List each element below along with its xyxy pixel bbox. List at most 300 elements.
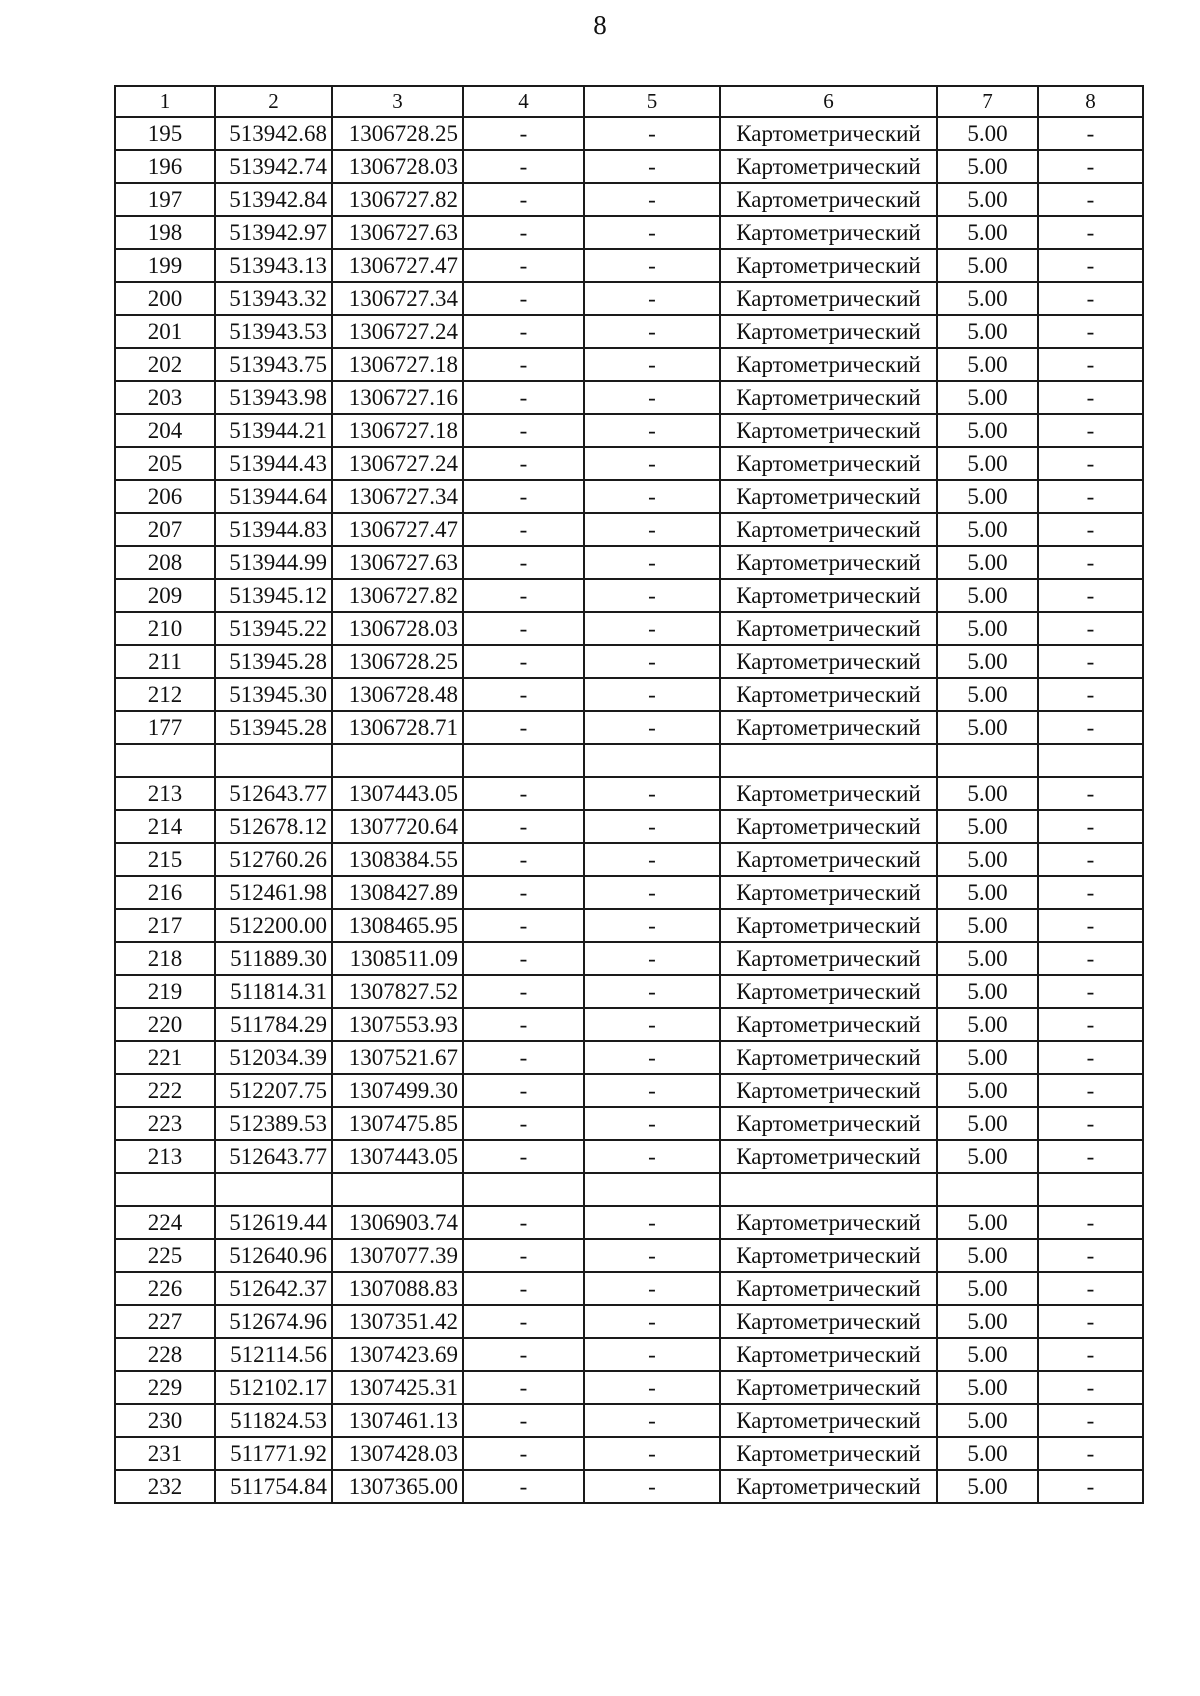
cell-method: Картометрический — [720, 1371, 937, 1404]
cell-coord-x: 512642.37 — [215, 1272, 332, 1305]
cell-col-4: - — [463, 678, 584, 711]
cell-coord-y: 1306727.24 — [332, 447, 463, 480]
cell-col-5: - — [584, 1338, 720, 1371]
table-body — [115, 117, 1143, 1503]
cell-method: Картометрический — [720, 777, 937, 810]
cell-coord-x: 513943.75 — [215, 348, 332, 381]
cell-coord-x: 512034.39 — [215, 1041, 332, 1074]
cell-accuracy: 5.00 — [937, 1041, 1038, 1074]
cell-coord-x: 513943.32 — [215, 282, 332, 315]
cell-coord-y: 1306903.74 — [332, 1206, 463, 1239]
table-row — [115, 1239, 1143, 1272]
cell-col-5: - — [584, 513, 720, 546]
cell-coord-y: 1306727.47 — [332, 249, 463, 282]
cell-col-4: - — [463, 117, 584, 150]
cell-method: Картометрический — [720, 216, 937, 249]
cell-col-4: - — [463, 183, 584, 216]
cell-coord-y: 1306727.82 — [332, 579, 463, 612]
cell-point-number: 197 — [115, 183, 215, 216]
cell-col-4: - — [463, 810, 584, 843]
cell-coord-x: 512678.12 — [215, 810, 332, 843]
cell-col-8: - — [1038, 1338, 1143, 1371]
table-row — [115, 744, 1143, 777]
cell-col-8: - — [1038, 1272, 1143, 1305]
cell-coord-x: 513945.22 — [215, 612, 332, 645]
cell-col-5: - — [584, 777, 720, 810]
cell-accuracy: 5.00 — [937, 315, 1038, 348]
cell-method: Картометрический — [720, 117, 937, 150]
cell-col-5: - — [584, 282, 720, 315]
cell-accuracy: 5.00 — [937, 282, 1038, 315]
cell-accuracy — [937, 744, 1038, 777]
cell-method — [720, 1173, 937, 1206]
cell-coord-x: 512461.98 — [215, 876, 332, 909]
cell-col-4 — [463, 744, 584, 777]
cell-point-number: 222 — [115, 1074, 215, 1107]
cell-col-5: - — [584, 1437, 720, 1470]
cell-col-5: - — [584, 909, 720, 942]
table-row — [115, 414, 1143, 447]
cell-col-8: - — [1038, 348, 1143, 381]
cell-accuracy: 5.00 — [937, 546, 1038, 579]
cell-accuracy: 5.00 — [937, 1404, 1038, 1437]
cell-col-4: - — [463, 975, 584, 1008]
cell-coord-y: 1306727.63 — [332, 216, 463, 249]
column-header-1: 1 — [115, 86, 215, 117]
table-row — [115, 777, 1143, 810]
cell-accuracy: 5.00 — [937, 1206, 1038, 1239]
cell-method: Картометрический — [720, 810, 937, 843]
cell-col-4: - — [463, 513, 584, 546]
cell-col-5 — [584, 744, 720, 777]
cell-col-8: - — [1038, 315, 1143, 348]
cell-col-8: - — [1038, 711, 1143, 744]
cell-col-8: - — [1038, 414, 1143, 447]
cell-coord-y: 1307720.64 — [332, 810, 463, 843]
table-row — [115, 1404, 1143, 1437]
cell-method: Картометрический — [720, 843, 937, 876]
cell-coord-x: 512643.77 — [215, 1140, 332, 1173]
cell-col-8 — [1038, 1173, 1143, 1206]
cell-method: Картометрический — [720, 546, 937, 579]
cell-col-5: - — [584, 381, 720, 414]
cell-point-number: 219 — [115, 975, 215, 1008]
cell-coord-y: 1307521.67 — [332, 1041, 463, 1074]
cell-accuracy: 5.00 — [937, 777, 1038, 810]
cell-coord-x: 512643.77 — [215, 777, 332, 810]
cell-point-number: 228 — [115, 1338, 215, 1371]
cell-coord-x: 512619.44 — [215, 1206, 332, 1239]
cell-coord-y: 1308384.55 — [332, 843, 463, 876]
cell-coord-x: 511824.53 — [215, 1404, 332, 1437]
cell-coord-x: 513945.30 — [215, 678, 332, 711]
cell-col-8: - — [1038, 183, 1143, 216]
cell-point-number — [115, 1173, 215, 1206]
cell-col-5: - — [584, 117, 720, 150]
coordinates-table — [114, 85, 1144, 1504]
cell-method: Картометрический — [720, 315, 937, 348]
cell-accuracy: 5.00 — [937, 843, 1038, 876]
cell-coord-x: 513942.97 — [215, 216, 332, 249]
cell-accuracy: 5.00 — [937, 1140, 1038, 1173]
cell-col-4: - — [463, 282, 584, 315]
cell-coord-y: 1307443.05 — [332, 777, 463, 810]
cell-coord-x: 511771.92 — [215, 1437, 332, 1470]
table-row — [115, 1272, 1143, 1305]
cell-col-4: - — [463, 1371, 584, 1404]
cell-col-5: - — [584, 1404, 720, 1437]
cell-col-4: - — [463, 876, 584, 909]
cell-col-5: - — [584, 216, 720, 249]
cell-point-number: 205 — [115, 447, 215, 480]
cell-point-number: 210 — [115, 612, 215, 645]
cell-col-4: - — [463, 249, 584, 282]
cell-point-number: 204 — [115, 414, 215, 447]
table-row — [115, 810, 1143, 843]
cell-point-number: 209 — [115, 579, 215, 612]
cell-method: Картометрический — [720, 381, 937, 414]
table-row — [115, 678, 1143, 711]
cell-col-8: - — [1038, 1239, 1143, 1272]
cell-point-number: 199 — [115, 249, 215, 282]
cell-coord-y: 1308511.09 — [332, 942, 463, 975]
table-row — [115, 579, 1143, 612]
table-row — [115, 249, 1143, 282]
cell-col-5: - — [584, 1206, 720, 1239]
cell-col-5: - — [584, 942, 720, 975]
cell-point-number: 195 — [115, 117, 215, 150]
cell-method: Картометрический — [720, 1008, 937, 1041]
cell-coord-x: 512674.96 — [215, 1305, 332, 1338]
cell-point-number: 227 — [115, 1305, 215, 1338]
cell-point-number: 198 — [115, 216, 215, 249]
cell-accuracy: 5.00 — [937, 1305, 1038, 1338]
cell-col-5: - — [584, 612, 720, 645]
table-row — [115, 975, 1143, 1008]
cell-method: Картометрический — [720, 579, 937, 612]
cell-col-5: - — [584, 480, 720, 513]
cell-coord-y: 1306728.03 — [332, 612, 463, 645]
cell-col-4: - — [463, 216, 584, 249]
cell-col-8: - — [1038, 117, 1143, 150]
table-row — [115, 447, 1143, 480]
cell-method: Картометрический — [720, 1305, 937, 1338]
cell-col-5: - — [584, 1008, 720, 1041]
table-row — [115, 546, 1143, 579]
cell-col-4: - — [463, 1272, 584, 1305]
cell-coord-y: 1307827.52 — [332, 975, 463, 1008]
cell-method: Картометрический — [720, 612, 937, 645]
cell-point-number: 220 — [115, 1008, 215, 1041]
cell-point-number: 224 — [115, 1206, 215, 1239]
cell-coord-y: 1307423.69 — [332, 1338, 463, 1371]
cell-accuracy: 5.00 — [937, 678, 1038, 711]
cell-coord-y: 1306728.71 — [332, 711, 463, 744]
cell-point-number: 208 — [115, 546, 215, 579]
column-header-7: 7 — [937, 86, 1038, 117]
cell-col-5: - — [584, 315, 720, 348]
table-row — [115, 216, 1143, 249]
cell-col-5: - — [584, 1305, 720, 1338]
cell-coord-x: 513944.21 — [215, 414, 332, 447]
cell-point-number: 211 — [115, 645, 215, 678]
cell-method: Картометрический — [720, 1206, 937, 1239]
cell-point-number: 217 — [115, 909, 215, 942]
cell-col-8: - — [1038, 909, 1143, 942]
cell-accuracy: 5.00 — [937, 348, 1038, 381]
cell-col-4: - — [463, 1338, 584, 1371]
cell-col-8: - — [1038, 579, 1143, 612]
cell-coord-y: 1306727.47 — [332, 513, 463, 546]
cell-coord-x: 513944.43 — [215, 447, 332, 480]
cell-col-4: - — [463, 777, 584, 810]
cell-coord-y: 1306727.34 — [332, 282, 463, 315]
cell-accuracy: 5.00 — [937, 612, 1038, 645]
cell-coord-x: 511814.31 — [215, 975, 332, 1008]
cell-method: Картометрический — [720, 1437, 937, 1470]
cell-method — [720, 744, 937, 777]
cell-col-4: - — [463, 1008, 584, 1041]
column-header-4: 4 — [463, 86, 584, 117]
cell-col-5: - — [584, 810, 720, 843]
cell-coord-y: 1306727.18 — [332, 348, 463, 381]
cell-accuracy: 5.00 — [937, 216, 1038, 249]
cell-coord-y: 1307475.85 — [332, 1107, 463, 1140]
cell-accuracy: 5.00 — [937, 1338, 1038, 1371]
cell-coord-y: 1306727.18 — [332, 414, 463, 447]
cell-accuracy: 5.00 — [937, 1074, 1038, 1107]
cell-method: Картометрический — [720, 1338, 937, 1371]
cell-col-8: - — [1038, 1470, 1143, 1503]
table-row — [115, 909, 1143, 942]
table-row — [115, 183, 1143, 216]
column-header-6: 6 — [720, 86, 937, 117]
cell-point-number: 206 — [115, 480, 215, 513]
cell-col-8: - — [1038, 1107, 1143, 1140]
cell-coord-x: 512207.75 — [215, 1074, 332, 1107]
table-row — [115, 480, 1143, 513]
cell-accuracy: 5.00 — [937, 579, 1038, 612]
cell-col-8: - — [1038, 1371, 1143, 1404]
cell-col-4: - — [463, 1239, 584, 1272]
cell-coord-y: 1306727.16 — [332, 381, 463, 414]
cell-col-8: - — [1038, 513, 1143, 546]
cell-col-5: - — [584, 579, 720, 612]
cell-col-8: - — [1038, 975, 1143, 1008]
cell-coord-x: 511754.84 — [215, 1470, 332, 1503]
table-row — [115, 1140, 1143, 1173]
cell-coord-y: 1307428.03 — [332, 1437, 463, 1470]
cell-col-4: - — [463, 1470, 584, 1503]
cell-point-number: 223 — [115, 1107, 215, 1140]
cell-col-8: - — [1038, 1140, 1143, 1173]
cell-method: Картометрический — [720, 1239, 937, 1272]
cell-accuracy: 5.00 — [937, 810, 1038, 843]
cell-coord-x: 512200.00 — [215, 909, 332, 942]
table-row — [115, 612, 1143, 645]
cell-accuracy: 5.00 — [937, 249, 1038, 282]
table-row — [115, 1107, 1143, 1140]
cell-method: Картометрический — [720, 447, 937, 480]
cell-method: Картометрический — [720, 183, 937, 216]
cell-coord-y: 1308465.95 — [332, 909, 463, 942]
cell-method: Картометрический — [720, 1074, 937, 1107]
cell-coord-y: 1307499.30 — [332, 1074, 463, 1107]
cell-point-number: 212 — [115, 678, 215, 711]
cell-col-8: - — [1038, 1008, 1143, 1041]
cell-coord-x: 513943.53 — [215, 315, 332, 348]
cell-coord-x: 513945.12 — [215, 579, 332, 612]
cell-accuracy: 5.00 — [937, 1470, 1038, 1503]
table-row — [115, 117, 1143, 150]
cell-col-4: - — [463, 645, 584, 678]
table-row — [115, 513, 1143, 546]
cell-accuracy: 5.00 — [937, 414, 1038, 447]
cell-coord-y: 1307553.93 — [332, 1008, 463, 1041]
cell-col-4: - — [463, 1206, 584, 1239]
table-row — [115, 1338, 1143, 1371]
cell-coord-y: 1306728.03 — [332, 150, 463, 183]
cell-accuracy: 5.00 — [937, 975, 1038, 1008]
cell-coord-x: 512102.17 — [215, 1371, 332, 1404]
cell-accuracy: 5.00 — [937, 1008, 1038, 1041]
cell-coord-y: 1306727.34 — [332, 480, 463, 513]
cell-method: Картометрический — [720, 711, 937, 744]
cell-col-4: - — [463, 1041, 584, 1074]
cell-accuracy: 5.00 — [937, 645, 1038, 678]
cell-point-number: 215 — [115, 843, 215, 876]
cell-col-5: - — [584, 1239, 720, 1272]
cell-col-4 — [463, 1173, 584, 1206]
cell-coord-x: 513942.84 — [215, 183, 332, 216]
cell-col-5: - — [584, 546, 720, 579]
cell-coord-y — [332, 1173, 463, 1206]
cell-accuracy: 5.00 — [937, 183, 1038, 216]
cell-method: Картометрический — [720, 975, 937, 1008]
cell-method: Картометрический — [720, 876, 937, 909]
cell-accuracy: 5.00 — [937, 1239, 1038, 1272]
cell-col-8: - — [1038, 843, 1143, 876]
cell-col-5: - — [584, 183, 720, 216]
cell-col-4: - — [463, 150, 584, 183]
cell-coord-y: 1307077.39 — [332, 1239, 463, 1272]
cell-coord-x: 513944.64 — [215, 480, 332, 513]
cell-col-4: - — [463, 414, 584, 447]
cell-col-8: - — [1038, 282, 1143, 315]
cell-col-5: - — [584, 876, 720, 909]
cell-method: Картометрический — [720, 909, 937, 942]
cell-method: Картометрический — [720, 513, 937, 546]
cell-coord-x: 512114.56 — [215, 1338, 332, 1371]
cell-coord-y: 1306728.25 — [332, 645, 463, 678]
cell-accuracy: 5.00 — [937, 480, 1038, 513]
table-row — [115, 1041, 1143, 1074]
cell-point-number: 230 — [115, 1404, 215, 1437]
column-header-5: 5 — [584, 86, 720, 117]
table-row — [115, 1305, 1143, 1338]
cell-point-number: 216 — [115, 876, 215, 909]
cell-coord-x: 513944.83 — [215, 513, 332, 546]
cell-col-4: - — [463, 381, 584, 414]
cell-accuracy: 5.00 — [937, 711, 1038, 744]
cell-coord-x — [215, 1173, 332, 1206]
cell-point-number: 214 — [115, 810, 215, 843]
cell-col-5: - — [584, 843, 720, 876]
cell-col-8: - — [1038, 216, 1143, 249]
cell-col-5: - — [584, 150, 720, 183]
cell-col-5: - — [584, 1371, 720, 1404]
cell-col-5: - — [584, 1470, 720, 1503]
cell-col-5: - — [584, 348, 720, 381]
table-row — [115, 1074, 1143, 1107]
table-row — [115, 282, 1143, 315]
table-row — [115, 843, 1143, 876]
cell-col-4: - — [463, 315, 584, 348]
cell-accuracy: 5.00 — [937, 1371, 1038, 1404]
cell-col-5: - — [584, 678, 720, 711]
cell-accuracy: 5.00 — [937, 1272, 1038, 1305]
cell-col-5: - — [584, 1107, 720, 1140]
cell-col-4: - — [463, 843, 584, 876]
cell-point-number: 229 — [115, 1371, 215, 1404]
cell-method: Картометрический — [720, 348, 937, 381]
column-header-3: 3 — [332, 86, 463, 117]
cell-coord-y: 1307443.05 — [332, 1140, 463, 1173]
table-row — [115, 876, 1143, 909]
cell-accuracy: 5.00 — [937, 909, 1038, 942]
table-row — [115, 315, 1143, 348]
cell-col-5: - — [584, 975, 720, 1008]
cell-col-4: - — [463, 447, 584, 480]
table-row — [115, 1470, 1143, 1503]
table-row — [115, 942, 1143, 975]
cell-point-number: 221 — [115, 1041, 215, 1074]
cell-col-8: - — [1038, 876, 1143, 909]
cell-col-8: - — [1038, 249, 1143, 282]
cell-method: Картометрический — [720, 282, 937, 315]
table-row — [115, 1173, 1143, 1206]
cell-col-8: - — [1038, 480, 1143, 513]
cell-coord-y: 1306727.63 — [332, 546, 463, 579]
cell-accuracy: 5.00 — [937, 447, 1038, 480]
cell-method: Картометрический — [720, 1272, 937, 1305]
cell-method: Картометрический — [720, 1107, 937, 1140]
cell-col-8: - — [1038, 777, 1143, 810]
table-row — [115, 1206, 1143, 1239]
cell-coord-x: 512640.96 — [215, 1239, 332, 1272]
cell-accuracy: 5.00 — [937, 942, 1038, 975]
cell-coord-x: 513942.74 — [215, 150, 332, 183]
cell-col-5: - — [584, 1041, 720, 1074]
cell-col-8: - — [1038, 942, 1143, 975]
cell-point-number: 207 — [115, 513, 215, 546]
cell-accuracy: 5.00 — [937, 117, 1038, 150]
table-header-row — [115, 86, 1143, 117]
table-row — [115, 348, 1143, 381]
cell-coord-y: 1307351.42 — [332, 1305, 463, 1338]
cell-col-8: - — [1038, 1305, 1143, 1338]
cell-method: Картометрический — [720, 1041, 937, 1074]
cell-point-number: 225 — [115, 1239, 215, 1272]
cell-coord-y: 1306728.25 — [332, 117, 463, 150]
cell-col-8: - — [1038, 1206, 1143, 1239]
cell-col-4: - — [463, 909, 584, 942]
cell-col-4: - — [463, 1140, 584, 1173]
table-row — [115, 1437, 1143, 1470]
cell-col-8: - — [1038, 447, 1143, 480]
cell-method: Картометрический — [720, 645, 937, 678]
cell-point-number: 203 — [115, 381, 215, 414]
